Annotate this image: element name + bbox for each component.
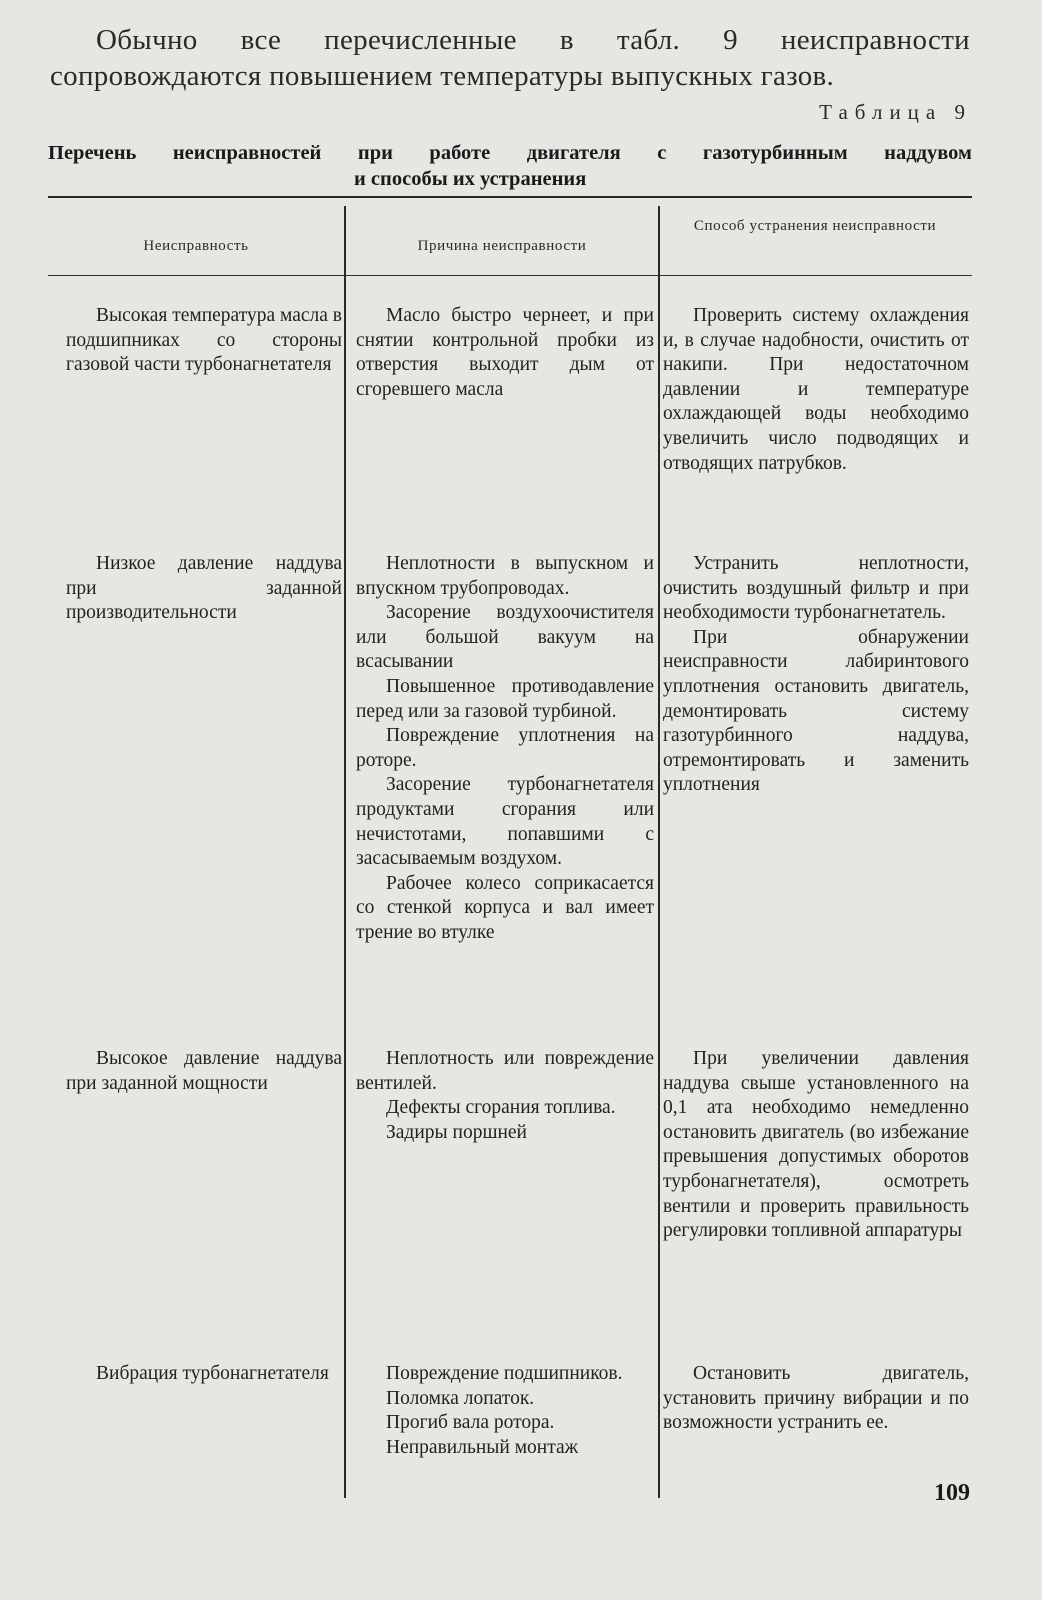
row-2-fault: Низкое давление наддува при заданной производительности [66,553,342,624]
table-label: Таблица 9 [819,100,972,124]
row-4-cause: Повреждение подшипников. Поломка лопаток. Прогиб вала ротора. Неправильный монтаж [386,1363,623,1458]
header-cause: Причина неисправности [417,238,587,254]
header-fix: Способ устранения неисправности [693,218,937,234]
table-title-line-1: Перечень неисправностей при работе двигателя с газотурбинным наддувом [48,142,972,164]
table-title [48,140,972,192]
column-divider-1 [344,206,346,1498]
row-3-cause: Неплотность или повреждение вентилей. Дефекты сгорания топлива. Задиры поршней [356,1048,654,1143]
page-number: 109 [934,1480,970,1506]
row-1-fix: Проверить систему охлаждения и, в случае надобности, очистить от накипи. При недостаточном давлении и температуре охлаждающей воды необходимо увеличить число подводящих и отводящих патрубков. [663,305,969,474]
row-1-cause: Масло быстро чернеет, и при снятии контрольной пробки из отверстия выходит дым от сгоревшего масла [356,305,654,400]
row-4-fault: Вибрация турбонагнетателя [96,1363,329,1384]
table-title-line-2: и способы их устранения [354,168,587,190]
row-3-fault: Высокое давление наддува при заданной мощности [66,1048,342,1094]
column-divider-2 [658,206,660,1498]
row-2-cause: Неплотности в выпускном и впускном трубопроводах. Засорение воздухоочистителя или большой вакуум на всасывании Повышенное противодавление перед или за газовой турбиной. Повреждение уплотнения на роторе. Засорение турбонагнетателя продуктами сгорания или нечистотами, попавшими с засасываемым воздухом. Рабочее колесо соприкасается со стенкой корпуса и вал имеет трение во втулке [356,553,654,943]
row-3-fix: При увеличении давления наддува свыше установленного на 0,1 ата необходимо немедленно остановить двигатель (во избежание превышения допустимых оборотов турбонагнетателя), осмотреть вентили и проверить правильность регулировки топливной аппаратуры [663,1048,969,1242]
intro-paragraph: Обычно все перечисленные в табл. 9 неисправности сопровождаются повышением температуры выпускных газов. [50,24,970,92]
table-top-rule [48,196,972,198]
row-4-fix: Остановить двигатель, установить причину вибрации и по возможности устранить ее. [663,1363,969,1434]
header-bottom-rule [48,275,972,276]
header-fault: Неисправность [143,238,249,254]
row-2-fix: Устранить неплотности, очистить воздушный фильтр и при необходимости турбонагнетатель. При обнаружении неисправности лабиринтового уплотнения остановить двигатель, демонтировать систему газотурбинного наддува, отремонтировать и заменить уплотнения [663,553,969,796]
row-1-fault: Высокая температура масла в подшипниках со стороны газовой части турбонагнетателя [66,305,342,376]
